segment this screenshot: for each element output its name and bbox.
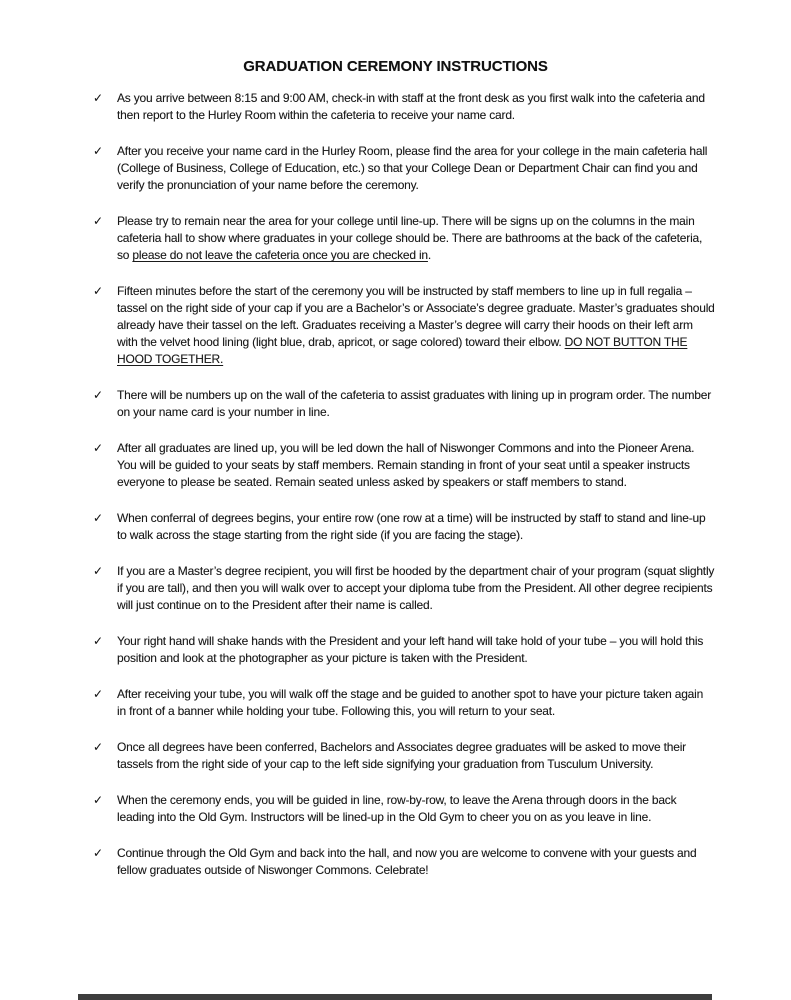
- text-segment: There will be numbers up on the wall of the cafeteria to assist graduates with lining up in program order. The number on your name card is your number in line.: [117, 388, 712, 419]
- text-segment: If you are a Master’s degree recipient, you will first be hooded by the department chair of your program (squat slightly if you are tall), and then you will walk over to accept your diploma tube from the President. All other degree recipients will just continue on to the President after their name is called.: [117, 564, 715, 612]
- text-segment: .: [427, 248, 432, 262]
- checkmark-icon: ✓: [93, 441, 104, 455]
- list-item-text: [117, 283, 715, 368]
- list-item-text: [117, 845, 715, 879]
- list-item-text: [117, 213, 715, 264]
- list-item: [93, 510, 715, 544]
- list-item-text: [117, 90, 715, 124]
- text-segment: After all graduates are lined up, you will be led down the hall of Niswonger Commons and into the Pioneer Arena. You will be guided to your seats by staff members. Remain standing in front of your seat until a speaker instructs everyone to please be seated. Remain seated unless asked by speakers or staff members to stand.: [117, 441, 695, 489]
- checkmark-icon: ✓: [93, 388, 104, 402]
- list-item: [93, 387, 715, 421]
- text-segment: After receiving your tube, you will walk off the stage and be guided to another spot to have your picture taken again in front of a banner while holding your tube. Following this, you will return to your seat.: [117, 687, 704, 718]
- clipped-page-edge-bar: [78, 994, 712, 1000]
- list-item: [93, 440, 715, 491]
- checkmark-icon: ✓: [93, 793, 104, 807]
- list-item: [93, 90, 715, 124]
- text-segment: Your right hand will shake hands with the President and your left hand will take hold of your tube – you will hold this position and look at the photographer as your picture is taken with the President.: [117, 634, 704, 665]
- list-item: [93, 143, 715, 194]
- text-segment: Once all degrees have been conferred, Bachelors and Associates degree graduates will be asked to move their tassels from the right side of your cap to the left side signifying your graduation from Tusculum University.: [117, 740, 686, 771]
- list-item-text: [117, 510, 715, 544]
- checkmark-icon: ✓: [93, 284, 104, 298]
- list-item: [93, 563, 715, 614]
- bullet-list: [0, 90, 791, 879]
- list-item: [93, 739, 715, 773]
- list-item-text: [117, 440, 715, 491]
- underlined-text-segment: please do not leave the cafeteria once you are checked in: [132, 248, 428, 262]
- checkmark-icon: ✓: [93, 740, 104, 754]
- list-item-text: [117, 686, 715, 720]
- list-item-text: [117, 739, 715, 773]
- checkmark-icon: ✓: [93, 511, 104, 525]
- list-item: [93, 686, 715, 720]
- list-item: [93, 845, 715, 879]
- text-segment: After you receive your name card in the Hurley Room, please find the area for your college in the main cafeteria hall (College of Business, College of Education, etc.) so that your College Dean or Department Chair can find you and verify the pronunciation of your name before the ceremony.: [117, 144, 708, 192]
- list-item: [93, 283, 715, 368]
- checkmark-icon: ✓: [93, 144, 104, 158]
- list-item: [93, 213, 715, 264]
- checkmark-icon: ✓: [93, 91, 104, 105]
- text-segment: When the ceremony ends, you will be guided in line, row-by-row, to leave the Arena through doors in the back leading into the Old Gym. Instructors will be lined-up in the Old Gym to cheer you on as you leave in line.: [117, 793, 677, 824]
- text-segment: Please try to remain near the area for your college until line-up. There will be signs up on the columns in the main cafeteria hall to show where graduates in your college should be. There are bathrooms at the back of the cafeteria, so: [117, 214, 703, 262]
- list-item-text: [117, 633, 715, 667]
- checkmark-icon: ✓: [93, 564, 104, 578]
- text-segment: When conferral of degrees begins, your entire row (one row at a time) will be instructed by staff to stand and line-up to walk across the stage starting from the right side (if you are facing the stage).: [117, 511, 706, 542]
- list-item-text: [117, 143, 715, 194]
- text-segment: Continue through the Old Gym and back into the hall, and now you are welcome to convene with your guests and fellow graduates outside of Niswonger Commons. Celebrate!: [117, 846, 697, 877]
- underlined-text-segment: DO NOT BUTTON THE HOOD TOGETHER.: [117, 335, 688, 366]
- checkmark-icon: ✓: [93, 634, 104, 648]
- list-item-text: [117, 563, 715, 614]
- list-item-text: [117, 792, 715, 826]
- page-title: GRADUATION CEREMONY INSTRUCTIONS: [243, 58, 548, 75]
- checkmark-icon: ✓: [93, 687, 104, 701]
- list-item: [93, 633, 715, 667]
- list-item-text: [117, 387, 715, 421]
- list-item: [93, 792, 715, 826]
- checkmark-icon: ✓: [93, 846, 104, 860]
- checkmark-icon: ✓: [93, 214, 104, 228]
- text-segment: As you arrive between 8:15 and 9:00 AM, check-in with staff at the front desk as you first walk into the cafeteria and then report to the Hurley Room within the cafeteria to receive your name card.: [117, 91, 705, 122]
- text-segment: Fifteen minutes before the start of the ceremony you will be instructed by staff members to line up in full regalia – tassel on the right side of your cap if you are a Bachelor’s or Associate’s degree graduate. Master’s graduates should already have their tassel on the left. Graduates receiving a Master’s degree will carry their hoods on their left arm with the velvet hood lining (light blue, drab, apricot, or sage colored) toward their elbow.: [117, 284, 715, 349]
